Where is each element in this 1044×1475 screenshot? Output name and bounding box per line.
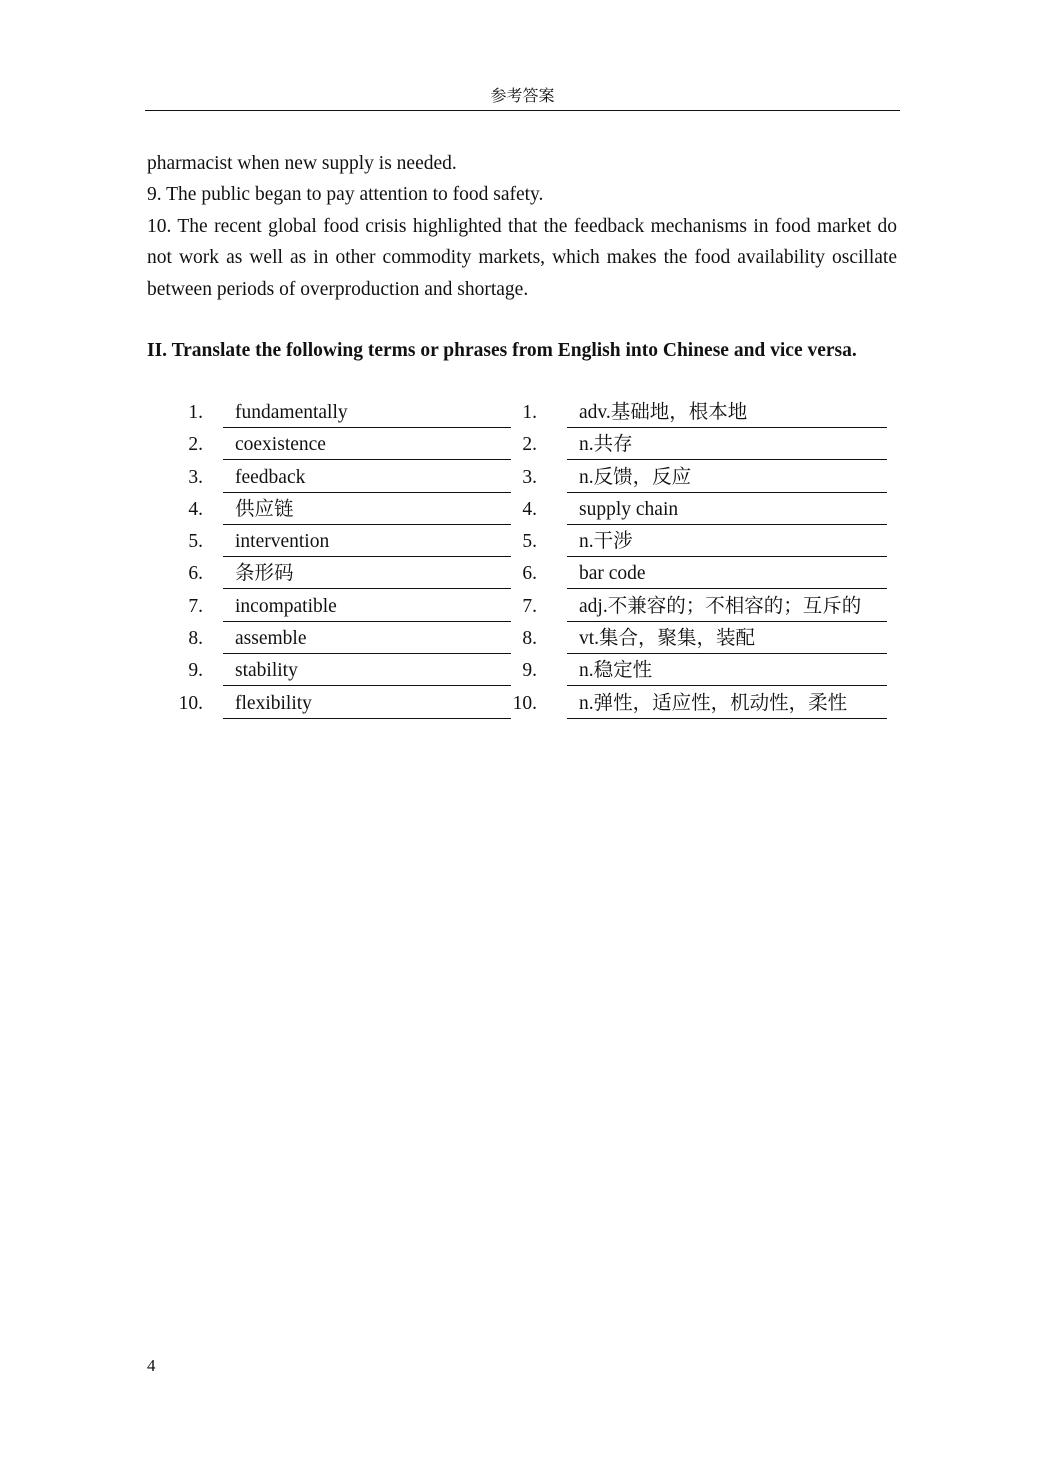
- answer-paragraph: 10. The recent global food crisis highlighted that the feedback mechanisms in food market do not work as well as in other commodity markets, which makes the food availability oscillate between periods of overproduction and shortage.: [147, 215, 897, 300]
- term-row: [147, 398, 892, 430]
- term-answer: assemble: [223, 624, 511, 654]
- term-row: [147, 527, 892, 559]
- term-number: 4.: [188, 498, 203, 520]
- term-number: 8.: [188, 628, 203, 650]
- term-answer: n.干涉: [567, 527, 887, 557]
- term-number: 8.: [522, 628, 537, 650]
- term-answer: fundamentally: [223, 398, 511, 428]
- header-title: 参考答案: [490, 88, 555, 105]
- term-answer: stability: [223, 656, 511, 686]
- term-number: 1.: [188, 402, 203, 423]
- term-number: 6.: [188, 563, 203, 585]
- term-answer: adj.不兼容的；不相容的；互斥的: [567, 592, 887, 622]
- page-header: [145, 86, 900, 111]
- term-answer: feedback: [223, 463, 511, 493]
- term-answer: n.稳定性: [567, 656, 887, 686]
- term-answer: 供应链: [223, 495, 511, 525]
- term-answer: n.弹性，适应性，机动性，柔性: [567, 689, 887, 719]
- terms-table: [147, 398, 892, 721]
- term-number: 6.: [522, 563, 537, 585]
- term-answer: supply chain: [567, 495, 887, 525]
- term-number: 2.: [522, 434, 537, 456]
- term-answer: coexistence: [223, 430, 511, 460]
- term-row: [147, 689, 892, 721]
- term-row: [147, 592, 892, 624]
- term-answer: n.共存: [567, 430, 887, 460]
- term-number: 5.: [188, 531, 203, 553]
- page-number: 4: [147, 1356, 156, 1375]
- term-row: [147, 656, 892, 688]
- term-answer: adv.基础地，根本地: [567, 398, 887, 428]
- term-number: 9.: [188, 660, 203, 682]
- answer-text: [147, 148, 897, 305]
- term-answer: flexibility: [223, 689, 511, 719]
- term-answer: incompatible: [223, 592, 511, 622]
- term-number: 9.: [522, 660, 537, 682]
- term-row: [147, 463, 892, 495]
- term-answer: intervention: [223, 527, 511, 557]
- term-number: 7.: [522, 595, 537, 617]
- term-number: 10.: [512, 692, 537, 714]
- term-answer: vt.集合，聚集，装配: [567, 624, 887, 654]
- term-row: [147, 624, 892, 656]
- term-row: [147, 430, 892, 462]
- term-number: 7.: [188, 595, 203, 617]
- term-answer: 条形码: [223, 559, 511, 589]
- term-row: [147, 559, 892, 591]
- term-answer: n.反馈，反应: [567, 463, 887, 493]
- term-number: 4.: [522, 498, 537, 520]
- term-number: 10.: [178, 692, 203, 714]
- answer-paragraph: 9. The public began to pay attention to food safety.: [147, 184, 544, 206]
- term-number: 3.: [188, 466, 203, 488]
- term-number: 3.: [522, 466, 537, 488]
- term-answer: bar code: [567, 559, 887, 589]
- term-number: 2.: [188, 434, 203, 456]
- term-number: 1.: [522, 402, 537, 423]
- term-row: [147, 495, 892, 527]
- answer-paragraph: pharmacist when new supply is needed.: [147, 153, 457, 174]
- term-number: 5.: [522, 531, 537, 553]
- section-heading: II. Translate the following terms or phrases from English into Chinese and vice versa.: [147, 340, 857, 361]
